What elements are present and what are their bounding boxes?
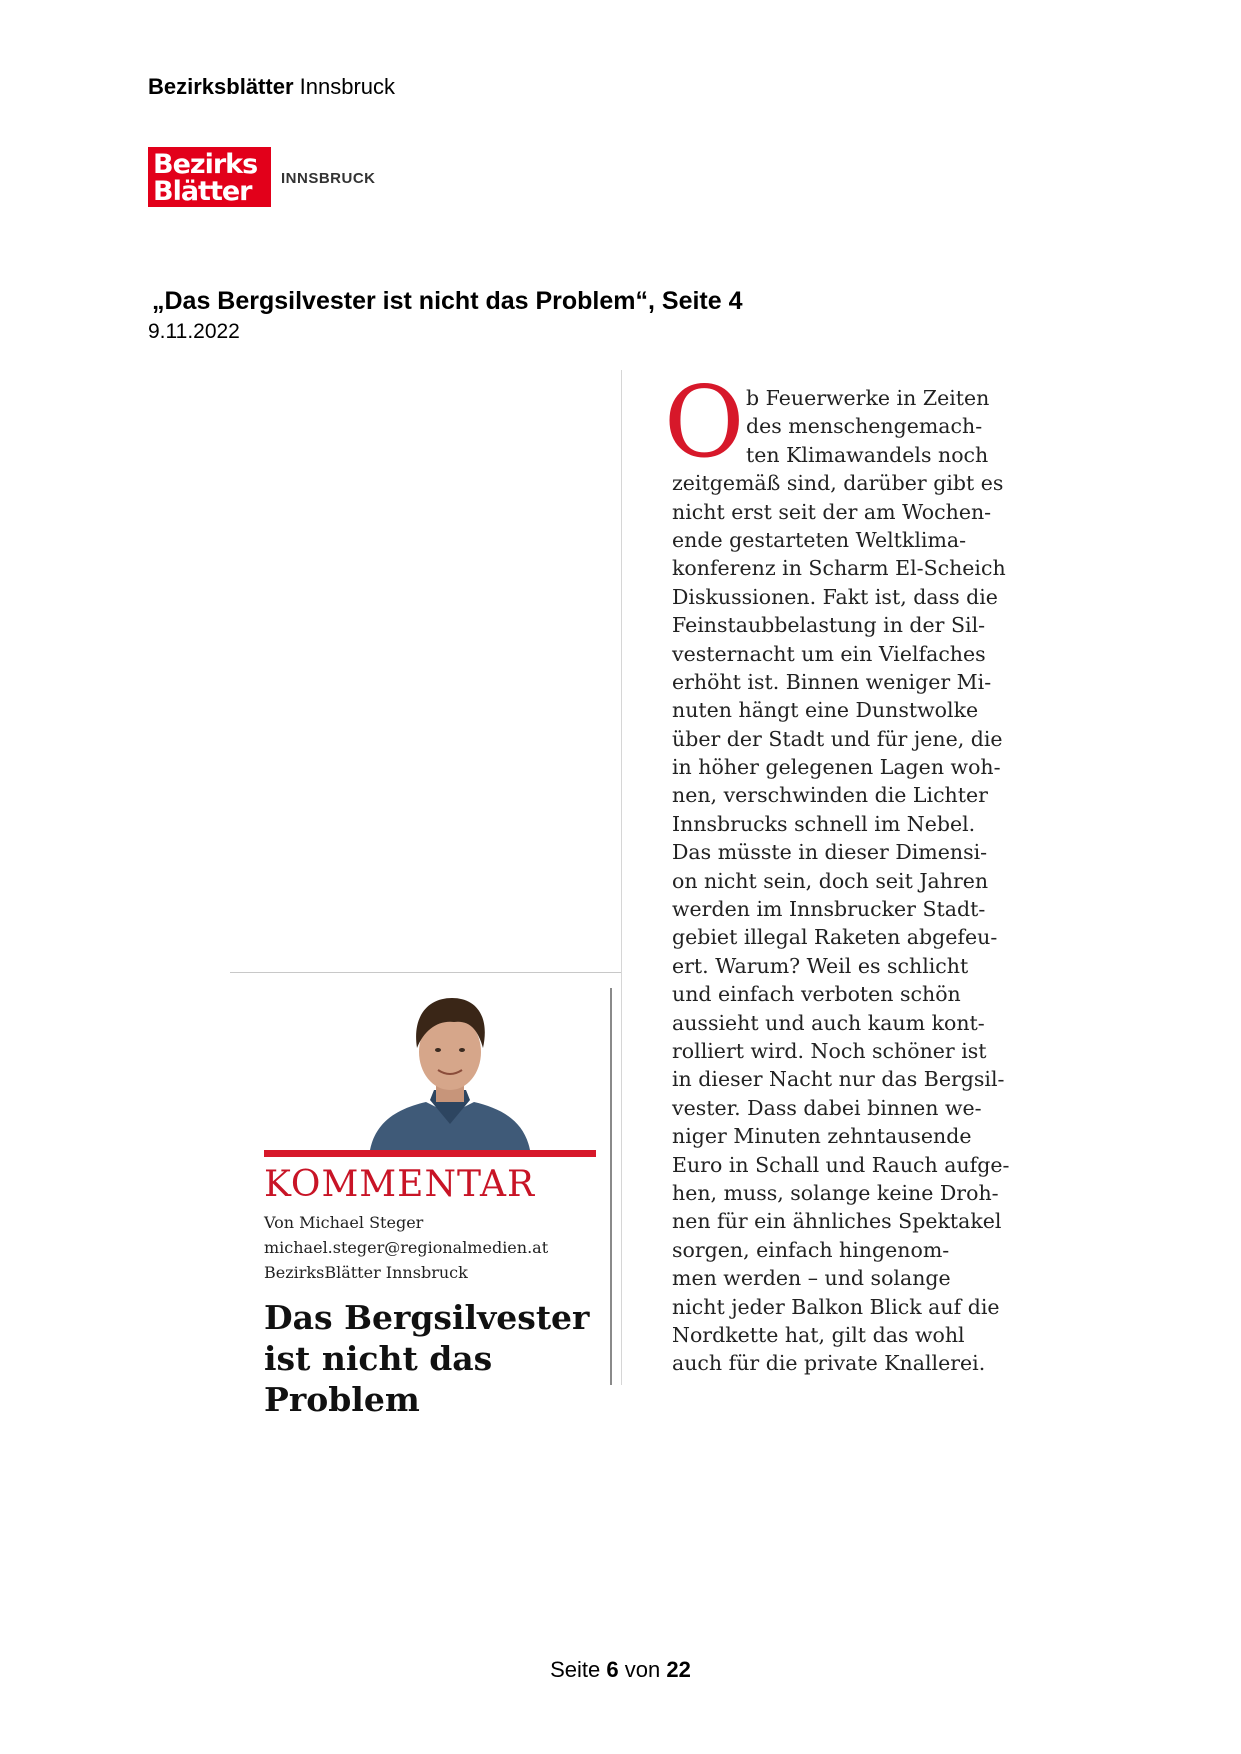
bezirksblaetter-logo <box>148 147 271 207</box>
footer-middle: von <box>624 1657 661 1682</box>
comment-box-rule <box>610 988 612 1385</box>
article-line: hen, muss, solange keine Droh- <box>672 1180 999 1205</box>
column-divider <box>621 370 622 1385</box>
article-line: Das müsste in dieser Dimensi- <box>672 840 988 865</box>
article-line: nuten hängt eine Dunstwolke <box>672 698 979 723</box>
article-line: on nicht sein, doch seit Jahren <box>672 868 989 893</box>
article-line: Nordkette hat, gilt das wohl <box>672 1322 965 1347</box>
article-line: ende gestarteten Weltklima- <box>672 527 967 552</box>
comment-byline <box>264 1210 548 1285</box>
header-city: Innsbruck <box>299 74 396 99</box>
section-divider <box>230 972 621 973</box>
article-line: werden im Innsbrucker Stadt- <box>672 897 986 922</box>
header-brand: Bezirksblätter <box>148 74 294 99</box>
article-line: ert. Warum? Weil es schlicht <box>672 953 969 978</box>
article-line: aussieht und auch kaum kont- <box>672 1010 985 1035</box>
article-line: konferenz in Scharm El-Scheich <box>672 556 1006 581</box>
article-line: nen, verschwinden die Lichter <box>672 783 988 808</box>
document-date: 9.11.2022 <box>148 320 240 343</box>
article-line: vesternacht um ein Vielfaches <box>672 641 986 666</box>
article-line: men werden – und solange <box>672 1266 951 1291</box>
article-line: nicht erst seit der am Wochen- <box>672 499 992 524</box>
footer-page-total: 22 <box>666 1657 691 1682</box>
article-line: auch für die private Knallerei. <box>672 1351 986 1376</box>
article-line: Euro in Schall und Rauch aufge- <box>672 1152 1010 1177</box>
logo-line-1: Bezirks <box>153 149 258 180</box>
logo-city: INNSBRUCK <box>281 170 376 187</box>
article-line: Diskussionen. Fakt ist, dass die <box>672 584 998 609</box>
article-line: über der Stadt und für jene, die <box>672 726 1003 751</box>
footer-page-number: 6 <box>606 1657 619 1682</box>
article-line: nen für ein ähnliches Spektakel <box>672 1209 1002 1234</box>
comment-label: KOMMENTAR <box>264 1164 536 1205</box>
byline-email: michael.steger@regionalmedien.at <box>264 1238 549 1257</box>
article-line: rolliert wird. Noch schöner ist <box>672 1038 987 1063</box>
byline-author: Von Michael Steger <box>264 1213 424 1232</box>
article-line: gebiet illegal Raketen abgefeu- <box>672 925 998 950</box>
article-line: vester. Dass dabei binnen we- <box>672 1095 982 1120</box>
article-line: sorgen, einfach hingenom- <box>672 1237 950 1262</box>
article-line: in höher gelegenen Lagen woh- <box>672 755 1001 780</box>
comment-headline: Das Bergsilvester ist nicht das Problem <box>264 1298 590 1419</box>
article-line: zeitgemäß sind, darüber gibt es <box>672 471 1004 496</box>
article-line: des menschengemach- <box>746 414 983 439</box>
article-body <box>664 366 1012 1378</box>
article-line: erhöht ist. Binnen weniger Mi- <box>672 669 992 694</box>
author-portrait <box>370 990 530 1150</box>
article-line: ten Klimawandels noch <box>746 442 989 467</box>
running-header <box>148 74 395 100</box>
article-line: nicht jeder Balkon Blick auf die <box>672 1294 1000 1319</box>
byline-publication: BezirksBlätter Innsbruck <box>264 1263 468 1282</box>
article-line: b Feuerwerke in Zeiten <box>746 386 990 410</box>
article-line: Feinstaubbelastung in der Sil- <box>672 613 986 638</box>
logo-line-2: Blätter <box>153 176 252 207</box>
article-line: und einfach verboten schön <box>672 982 961 1007</box>
page-footer <box>0 1657 1241 1683</box>
article-dropcap: O <box>664 366 745 480</box>
document-title: „Das Bergsilvester ist nicht das Problem“, Seite 4 <box>152 287 743 315</box>
article-line: niger Minuten zehntausende <box>672 1124 972 1149</box>
article-line: in dieser Nacht nur das Bergsil- <box>672 1067 1005 1092</box>
article-line: Innsbrucks schnell im Nebel. <box>672 811 976 836</box>
comment-red-bar <box>264 1150 596 1157</box>
footer-prefix: Seite <box>550 1657 601 1682</box>
